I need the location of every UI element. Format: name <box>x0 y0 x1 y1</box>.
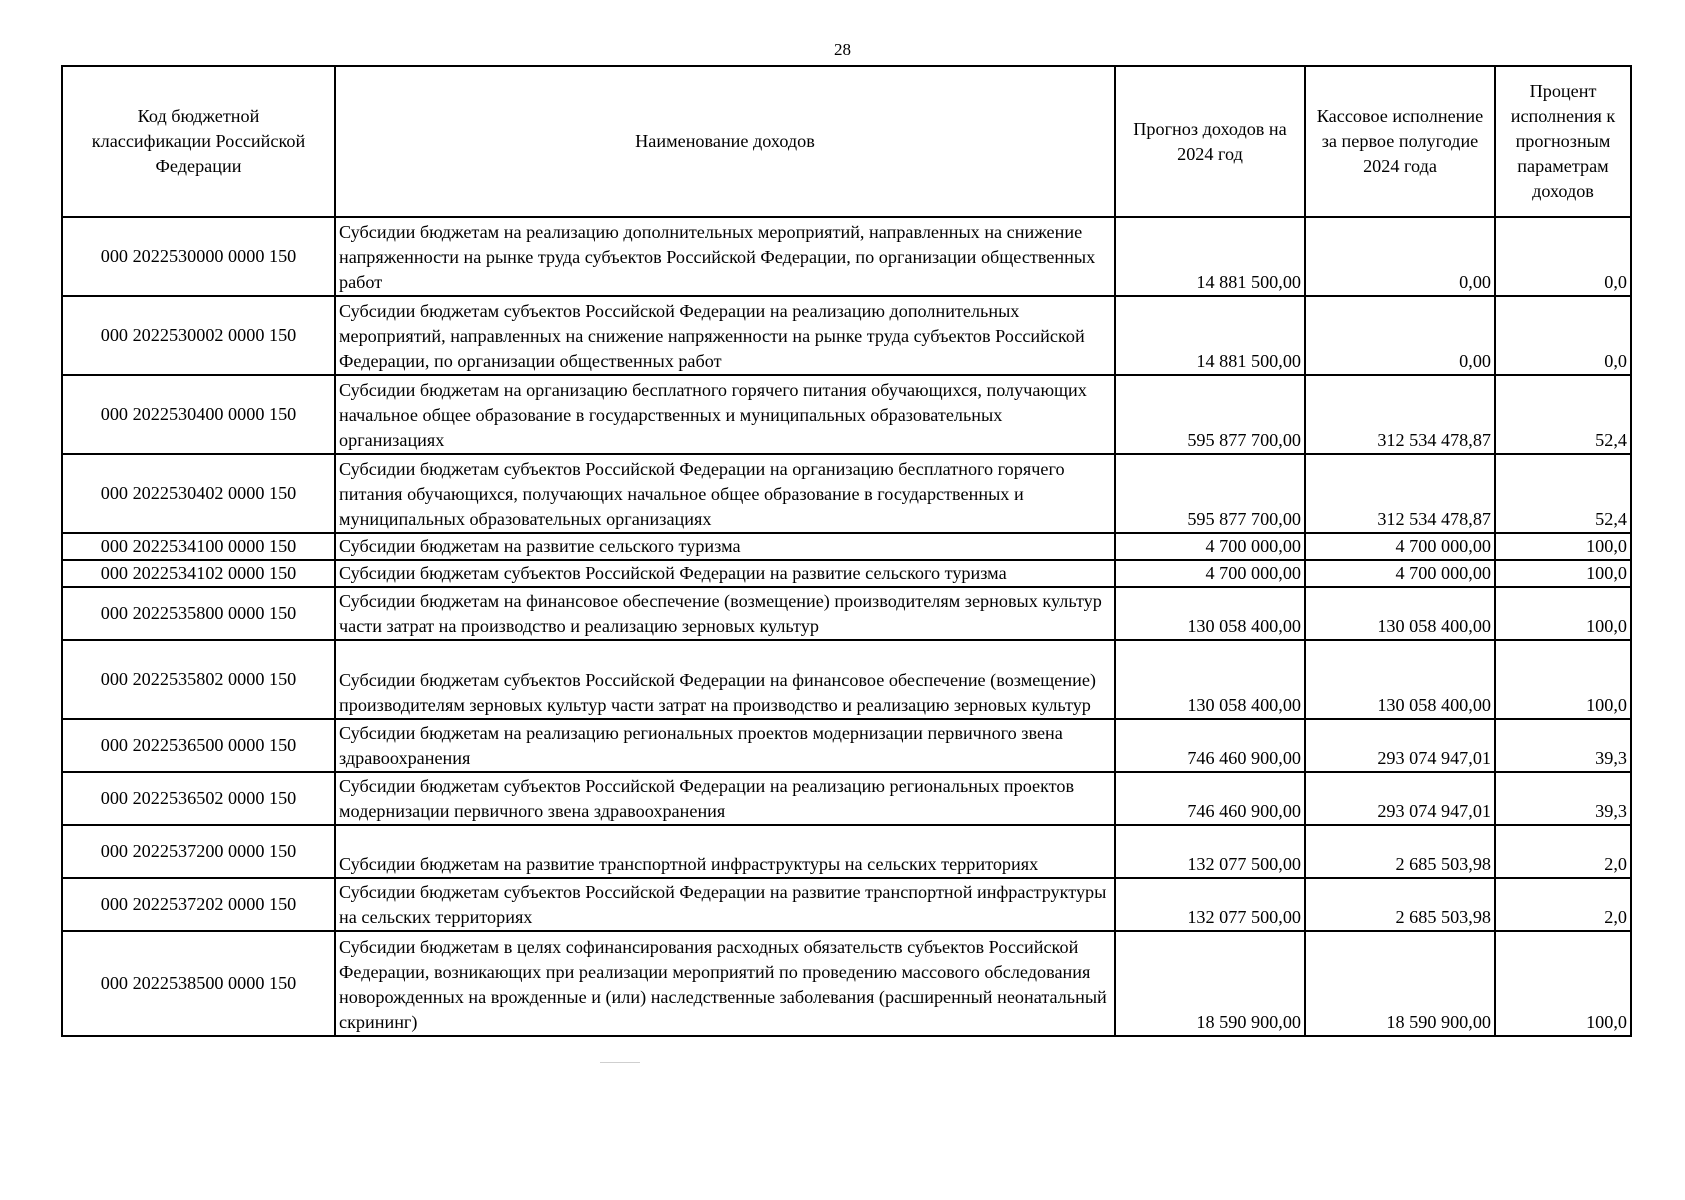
table-row <box>62 825 1631 878</box>
row-code: 000 2022530002 0000 150 <box>62 296 335 375</box>
row-code: 000 2022530402 0000 150 <box>62 454 335 533</box>
row-name: Субсидии бюджетам на развитие транспортной инфраструктуры на сельских территориях <box>335 825 1115 878</box>
row-cash: 312 534 478,87 <box>1305 375 1495 454</box>
row-name: Субсидии бюджетам на организацию бесплатного горячего питания обучающихся, получающих начальное общее образование в государственных и муниципальных образовательных организациях <box>335 375 1115 454</box>
row-name: Субсидии бюджетам субъектов Российской Федерации на развитие транспортной инфраструктуры на сельских территориях <box>335 878 1115 931</box>
row-name: Субсидии бюджетам субъектов Российской Федерации на финансовое обеспечение (возмещение) производителям зерновых культур части затрат на производство и реализацию зерновых культур <box>335 640 1115 719</box>
row-name: Субсидии бюджетам субъектов Российской Федерации на реализацию региональных проектов модернизации первичного звена здравоохранения <box>335 772 1115 825</box>
header-percent: Процент исполнения к прогнозным параметрам доходов <box>1495 66 1631 217</box>
row-code: 000 2022530400 0000 150 <box>62 375 335 454</box>
row-percent: 100,0 <box>1495 533 1631 560</box>
row-percent: 100,0 <box>1495 640 1631 719</box>
row-code: 000 2022534100 0000 150 <box>62 533 335 560</box>
header-code: Код бюджетной классификации Российской Федерации <box>62 66 335 217</box>
row-percent: 39,3 <box>1495 719 1631 772</box>
revenue-table <box>61 65 1632 1037</box>
table-row <box>62 217 1631 296</box>
row-forecast: 130 058 400,00 <box>1115 587 1305 640</box>
row-cash: 293 074 947,01 <box>1305 719 1495 772</box>
row-forecast: 746 460 900,00 <box>1115 719 1305 772</box>
table-row <box>62 931 1631 1036</box>
row-name: Субсидии бюджетам в целях софинансирования расходных обязательств субъектов Российской Федерации, возникающих при реализации мероприятий по проведению массового обследования новорожденных на врожденные и (или) наследственные заболевания (расширенный неонатальный скрининг) <box>335 931 1115 1036</box>
row-percent: 0,0 <box>1495 217 1631 296</box>
row-name: Субсидии бюджетам на развитие сельского туризма <box>335 533 1115 560</box>
row-name: Субсидии бюджетам на реализацию региональных проектов модернизации первичного звена здравоохранения <box>335 719 1115 772</box>
table-row <box>62 533 1631 560</box>
page-number: 28 <box>834 40 851 59</box>
row-cash: 0,00 <box>1305 296 1495 375</box>
row-name: Субсидии бюджетам на финансовое обеспечение (возмещение) производителям зерновых культур части затрат на производство и реализацию зерновых культур <box>335 587 1115 640</box>
row-cash: 293 074 947,01 <box>1305 772 1495 825</box>
row-forecast: 4 700 000,00 <box>1115 560 1305 587</box>
row-forecast: 130 058 400,00 <box>1115 640 1305 719</box>
row-name: Субсидии бюджетам субъектов Российской Федерации на развитие сельского туризма <box>335 560 1115 587</box>
row-cash: 2 685 503,98 <box>1305 825 1495 878</box>
row-cash: 4 700 000,00 <box>1305 560 1495 587</box>
row-code: 000 2022536502 0000 150 <box>62 772 335 825</box>
row-code: 000 2022536500 0000 150 <box>62 719 335 772</box>
row-code: 000 2022535802 0000 150 <box>62 640 335 719</box>
header-forecast: Прогноз доходов на 2024 год <box>1115 66 1305 217</box>
table-row <box>62 587 1631 640</box>
row-percent: 39,3 <box>1495 772 1631 825</box>
row-forecast: 14 881 500,00 <box>1115 217 1305 296</box>
row-percent: 52,4 <box>1495 454 1631 533</box>
header-cash: Кассовое исполнение за первое полугодие 2024 года <box>1305 66 1495 217</box>
row-code: 000 2022537200 0000 150 <box>62 825 335 878</box>
table-header-row <box>62 66 1631 217</box>
row-forecast: 595 877 700,00 <box>1115 375 1305 454</box>
row-cash: 0,00 <box>1305 217 1495 296</box>
table-row <box>62 772 1631 825</box>
table-row <box>62 719 1631 772</box>
table-row <box>62 640 1631 719</box>
row-cash: 18 590 900,00 <box>1305 931 1495 1036</box>
row-cash: 130 058 400,00 <box>1305 587 1495 640</box>
row-name: Субсидии бюджетам субъектов Российской Федерации на реализацию дополнительных мероприятий, направленных на снижение напряженности на рынке труда субъектов Российской Федерации, по организации общественных работ <box>335 296 1115 375</box>
row-percent: 100,0 <box>1495 931 1631 1036</box>
table-row <box>62 375 1631 454</box>
row-cash: 2 685 503,98 <box>1305 878 1495 931</box>
row-percent: 52,4 <box>1495 375 1631 454</box>
row-cash: 4 700 000,00 <box>1305 533 1495 560</box>
row-code: 000 2022534102 0000 150 <box>62 560 335 587</box>
row-code: 000 2022530000 0000 150 <box>62 217 335 296</box>
row-percent: 2,0 <box>1495 878 1631 931</box>
scan-mark <box>600 1062 640 1063</box>
row-cash: 312 534 478,87 <box>1305 454 1495 533</box>
row-name: Субсидии бюджетам субъектов Российской Федерации на организацию бесплатного горячего питания обучающихся, получающих начальное общее образование в государственных и муниципальных образовательных организациях <box>335 454 1115 533</box>
row-cash: 130 058 400,00 <box>1305 640 1495 719</box>
header-name: Наименование доходов <box>335 66 1115 217</box>
row-percent: 100,0 <box>1495 587 1631 640</box>
row-forecast: 595 877 700,00 <box>1115 454 1305 533</box>
row-percent: 100,0 <box>1495 560 1631 587</box>
table-row <box>62 454 1631 533</box>
row-percent: 0,0 <box>1495 296 1631 375</box>
table-row <box>62 560 1631 587</box>
row-code: 000 2022535800 0000 150 <box>62 587 335 640</box>
row-percent: 2,0 <box>1495 825 1631 878</box>
row-forecast: 746 460 900,00 <box>1115 772 1305 825</box>
row-forecast: 14 881 500,00 <box>1115 296 1305 375</box>
row-forecast: 18 590 900,00 <box>1115 931 1305 1036</box>
row-forecast: 132 077 500,00 <box>1115 878 1305 931</box>
table-row <box>62 878 1631 931</box>
row-code: 000 2022538500 0000 150 <box>62 931 335 1036</box>
table-row <box>62 296 1631 375</box>
row-forecast: 4 700 000,00 <box>1115 533 1305 560</box>
row-name: Субсидии бюджетам на реализацию дополнительных мероприятий, направленных на снижение напряженности на рынке труда субъектов Российской Федерации, по организации общественных работ <box>335 217 1115 296</box>
row-code: 000 2022537202 0000 150 <box>62 878 335 931</box>
row-forecast: 132 077 500,00 <box>1115 825 1305 878</box>
